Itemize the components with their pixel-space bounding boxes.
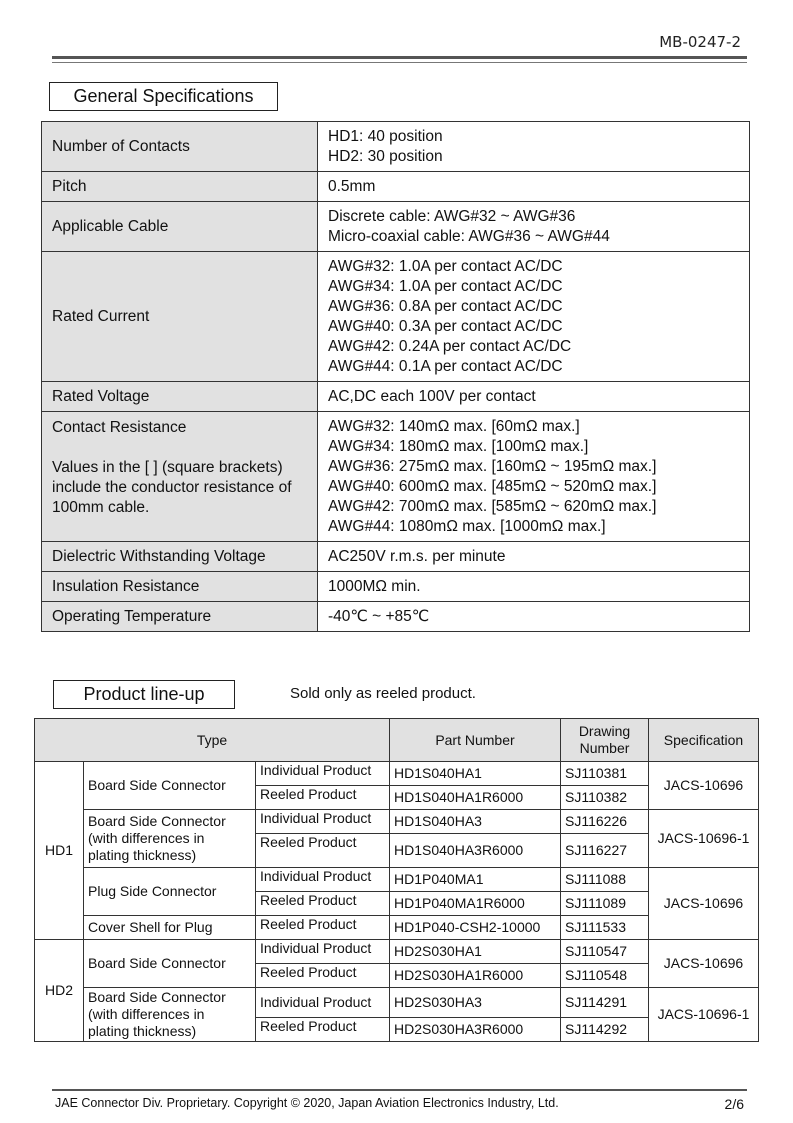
spec-value: AWG#32: 140mΩ max. [60mΩ max.] AWG#34: 180mΩ max. [100mΩ max.] AWG#36: 275mΩ max. [160mΩ ~ 195mΩ max.] AWG#40: 600mΩ max. [485mΩ ~ 520mΩ max.] AWG#42: 700mΩ max. [585mΩ ~ 620mΩ max.] AWG#44: 1080mΩ max. [1000mΩ max.] <box>318 412 750 542</box>
table-row <box>35 988 759 1018</box>
table-row <box>35 762 759 786</box>
kind-individual: Individual Product <box>256 868 390 892</box>
spec-value: -40℃ ~ +85℃ <box>318 602 750 632</box>
drawing-number: SJ110381 <box>561 762 649 786</box>
spec-value: 1000MΩ min. <box>318 572 750 602</box>
spec-label: Insulation Resistance <box>42 572 318 602</box>
table-row <box>35 940 759 964</box>
spec-row-rated-current <box>42 252 750 382</box>
spec-label: Dielectric Withstanding Voltage <box>42 542 318 572</box>
header-part-number: Part Number <box>390 719 561 762</box>
specification: JACS-10696 <box>649 940 759 988</box>
page-number: 2/6 <box>724 1096 744 1112</box>
group-hd2: HD2 <box>35 940 84 1042</box>
spec-label: Pitch <box>42 172 318 202</box>
spec-label: Rated Current <box>42 252 318 382</box>
spec-row-dielectric-withstanding-voltage <box>42 542 750 572</box>
specification: JACS-10696-1 <box>649 988 759 1042</box>
drawing-number: SJ116226 <box>561 810 649 834</box>
spec-value: AC250V r.m.s. per minute <box>318 542 750 572</box>
drawing-number: SJ110382 <box>561 786 649 810</box>
spec-value: 0.5mm <box>318 172 750 202</box>
spec-row-applicable-cable <box>42 202 750 252</box>
drawing-number: SJ110547 <box>561 940 649 964</box>
spec-row-insulation-resistance <box>42 572 750 602</box>
general-specifications-table <box>41 121 750 632</box>
header-rule <box>52 56 747 59</box>
category-board-side-connector-plating: Board Side Connector (with differences in plating thickness) <box>84 988 256 1042</box>
drawing-number: SJ111089 <box>561 892 649 916</box>
lineup-header-row <box>35 719 759 762</box>
spec-label: Contact Resistance Values in the [ ] (square brackets) include the conductor resistance of 100mm cable. <box>42 412 318 542</box>
spec-row-contact-resistance <box>42 412 750 542</box>
header-rule-thin <box>52 62 747 63</box>
kind-reeled: Reeled Product <box>256 916 390 940</box>
specification: JACS-10696 <box>649 868 759 940</box>
document-number: MB-0247-2 <box>659 33 741 51</box>
drawing-number: SJ116227 <box>561 834 649 868</box>
spec-label: Applicable Cable <box>42 202 318 252</box>
spec-label: Rated Voltage <box>42 382 318 412</box>
part-number: HD1S040HA1 <box>390 762 561 786</box>
kind-reeled: Reeled Product <box>256 964 390 988</box>
part-number: HD1P040-CSH2-10000 <box>390 916 561 940</box>
drawing-number: SJ111533 <box>561 916 649 940</box>
spec-label: Number of Contacts <box>42 122 318 172</box>
header-drawing-number: Drawing Number <box>561 719 649 762</box>
kind-individual: Individual Product <box>256 762 390 786</box>
part-number: HD1S040HA3R6000 <box>390 834 561 868</box>
kind-individual: Individual Product <box>256 988 390 1018</box>
drawing-number: SJ114291 <box>561 988 649 1018</box>
kind-reeled: Reeled Product <box>256 892 390 916</box>
spec-row-number-of-contacts <box>42 122 750 172</box>
drawing-number: SJ114292 <box>561 1018 649 1042</box>
kind-reeled: Reeled Product <box>256 1018 390 1042</box>
category-board-side-connector-plating: Board Side Connector (with differences in plating thickness) <box>84 810 256 868</box>
spec-row-operating-temperature <box>42 602 750 632</box>
part-number: HD2S030HA1 <box>390 940 561 964</box>
part-number: HD2S030HA1R6000 <box>390 964 561 988</box>
spec-label: Operating Temperature <box>42 602 318 632</box>
spec-value: Discrete cable: AWG#32 ~ AWG#36 Micro-coaxial cable: AWG#36 ~ AWG#44 <box>318 202 750 252</box>
spec-value: AWG#32: 1.0A per contact AC/DC AWG#34: 1.0A per contact AC/DC AWG#36: 0.8A per contact AC/DC AWG#40: 0.3A per contact AC/DC AWG#42: 0.24A per contact AC/DC AWG#44: 0.1A per contact AC/DC <box>318 252 750 382</box>
part-number: HD2S030HA3 <box>390 988 561 1018</box>
drawing-number: SJ110548 <box>561 964 649 988</box>
group-hd1: HD1 <box>35 762 84 940</box>
kind-individual: Individual Product <box>256 940 390 964</box>
part-number: HD1P040MA1R6000 <box>390 892 561 916</box>
kind-reeled: Reeled Product <box>256 786 390 810</box>
part-number: HD2S030HA3R6000 <box>390 1018 561 1042</box>
spec-row-rated-voltage <box>42 382 750 412</box>
general-specifications-title: General Specifications <box>49 82 278 111</box>
part-number: HD1S040HA3 <box>390 810 561 834</box>
spec-value: HD1: 40 position HD2: 30 position <box>318 122 750 172</box>
table-row <box>35 810 759 834</box>
footer-copyright: JAE Connector Div. Proprietary. Copyright © 2020, Japan Aviation Electronics Industry, Ltd. <box>55 1096 559 1110</box>
product-lineup-title: Product line-up <box>53 680 235 709</box>
specification: JACS-10696 <box>649 762 759 810</box>
category-board-side-connector: Board Side Connector <box>84 940 256 988</box>
kind-individual: Individual Product <box>256 810 390 834</box>
specification: JACS-10696-1 <box>649 810 759 868</box>
header-specification: Specification <box>649 719 759 762</box>
reeled-product-note: Sold only as reeled product. <box>290 685 476 702</box>
category-board-side-connector: Board Side Connector <box>84 762 256 810</box>
spec-row-pitch <box>42 172 750 202</box>
kind-reeled: Reeled Product <box>256 834 390 868</box>
category-cover-shell-for-plug: Cover Shell for Plug <box>84 916 256 940</box>
footer-rule <box>52 1089 747 1091</box>
part-number: HD1S040HA1R6000 <box>390 786 561 810</box>
drawing-number: SJ111088 <box>561 868 649 892</box>
header-type: Type <box>35 719 390 762</box>
part-number: HD1P040MA1 <box>390 868 561 892</box>
spec-value: AC,DC each 100V per contact <box>318 382 750 412</box>
product-lineup-table <box>34 718 759 1042</box>
category-plug-side-connector: Plug Side Connector <box>84 868 256 916</box>
table-row <box>35 868 759 892</box>
